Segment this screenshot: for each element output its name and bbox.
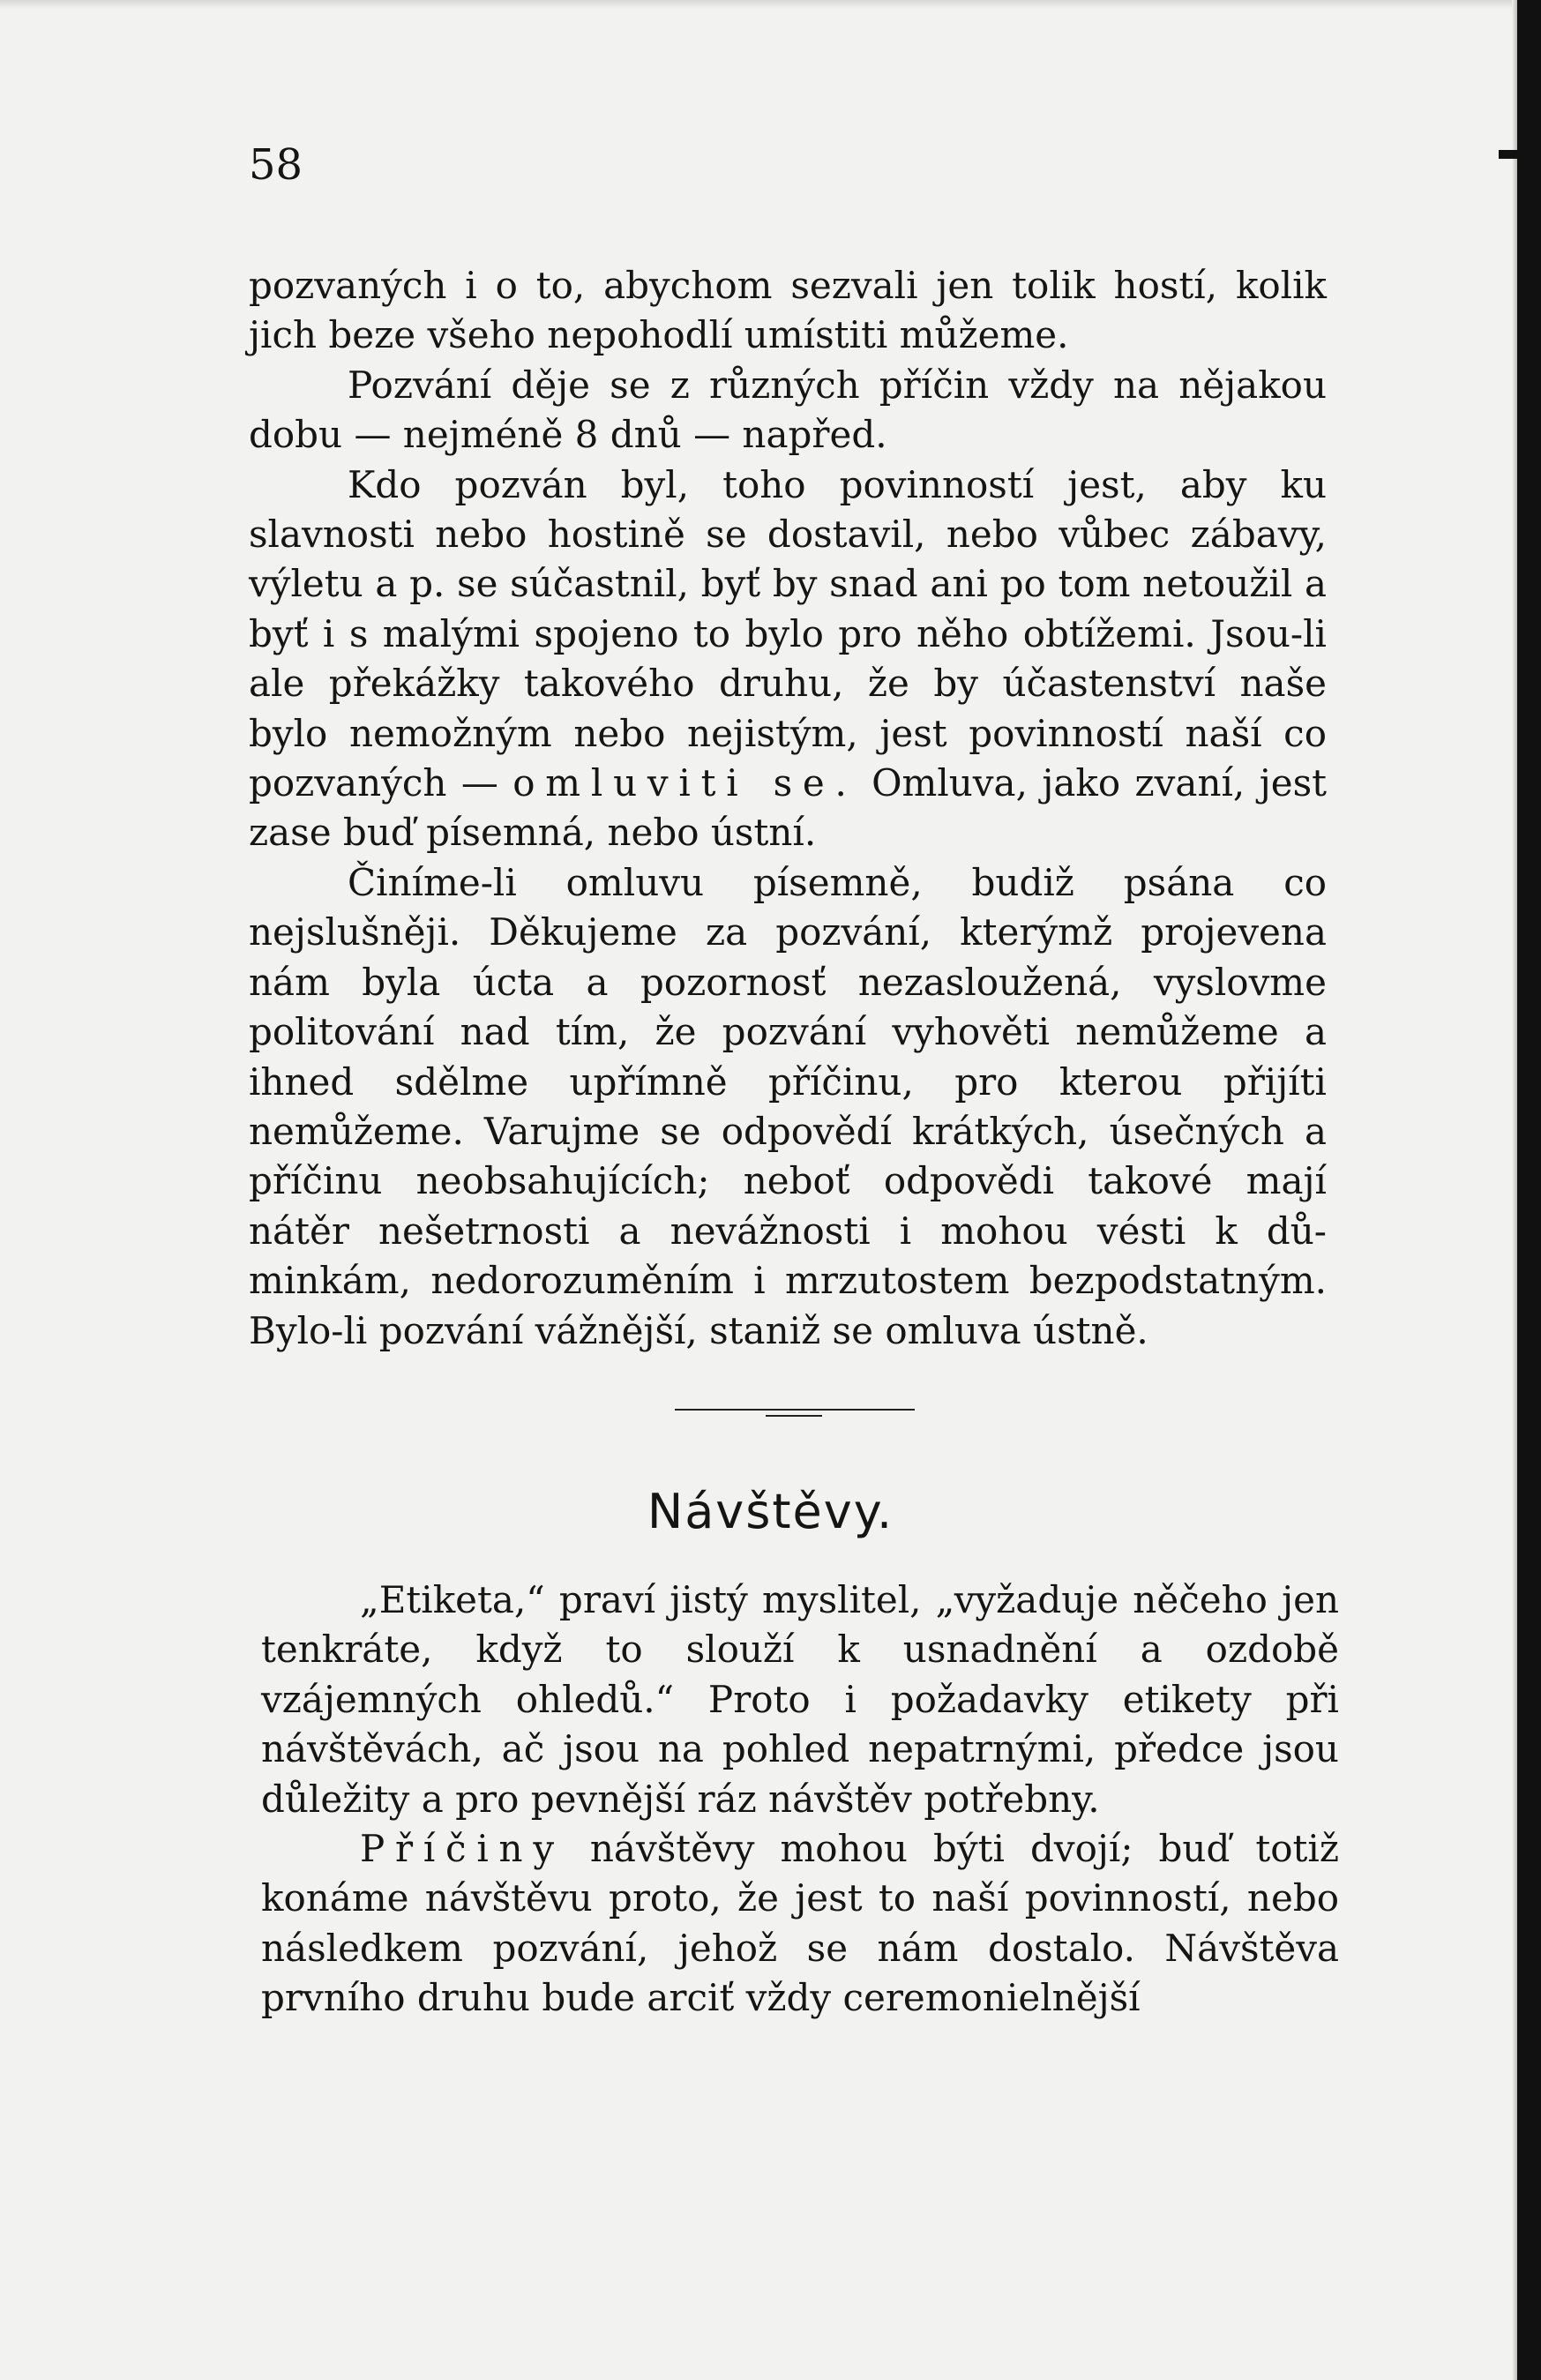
spaced-emphasis: omluviti se.: [512, 761, 857, 805]
page-number: 58: [249, 140, 303, 190]
section-divider: [675, 1409, 915, 1411]
binding-mark: [1499, 150, 1525, 159]
paragraph: pozvaných i o to, abychom sezvali jen tolik hostí, kolik jich beze všeho nepohodlí umístiti můžeme.: [249, 264, 1327, 357]
text-block-invitations: [249, 261, 1327, 1356]
spaced-emphasis: Příčiny: [360, 1827, 565, 1871]
paragraph: [249, 460, 1327, 858]
text-block-visits: [261, 1575, 1339, 2024]
paragraph: [261, 1824, 1339, 2024]
paragraph: „Etiketa,“ praví jistý myslitel, „vyžaduje něčeho jen tenkráte, když to slouží k usnadnění a ozdobě vzájemných ohledů.“ Proto i požadavky etikety při návštěvách, ač jsou na pohled nepatrnými, předce jsou důležity a pro pevnější ráz návštěv potřebny.: [261, 1578, 1339, 1821]
section-divider-accent: [766, 1415, 822, 1417]
text-run: Omluva, jako zvaní, jest zase buď písemná, nebo ústní.: [249, 761, 1328, 855]
section-heading: Návštěvy.: [647, 1484, 894, 1539]
paragraph: Pozvání děje se z různých příčin vždy na nějakou dobu — nejméně 8 dnů — napřed.: [249, 363, 1327, 457]
page-right-edge: [1517, 0, 1541, 2380]
text-run: návštěvy mohou býti dvojí; buď totiž konáme návštěvu proto, že jest to naší povinností, nebo následkem pozvání, jehož se nám dostalo. Návštěva prvního druhu bude arciť vždy ceremonielnější: [261, 1827, 1339, 2020]
page-top-edge: [0, 0, 1541, 9]
text-run: Kdo pozván byl, toho povinností jest, aby ku slavnosti nebo hostině se dostavil, nebo vůbec zábavy, výletu a p. se súčastnil, byť by snad ani po tom netoužil a byť i s malými spojeno to bylo pro něho obtížemi. Jsou-li ale překážky takového druhu, že by účastenství naše bylo nemožným nebo nejistým, jest povinností naší co pozvaných —: [249, 462, 1327, 805]
paragraph: Činíme-li omluvu písemně, budiž psána co nejslušněji. Děkujeme za pozvání, kterýmž projevena nám byla úcta a pozornosť nezasloužená, vyslovme politování nad tím, že pozvání vyhověti nemůžeme a ihned sdělme upřímně příčinu, pro kterou přijíti nemůžeme. Varujme se odpovědí krátkých, úsečných a příčinu neobsahujících; neboť odpovědi takové mají nátěr nešetrnosti a nevážnosti i mohou vésti k důminkám, nedorozuměním i mrzutostem bezpodstatným. Bylo-li pozvání vážnější, staniž se omluva ústně.: [249, 860, 1327, 1352]
